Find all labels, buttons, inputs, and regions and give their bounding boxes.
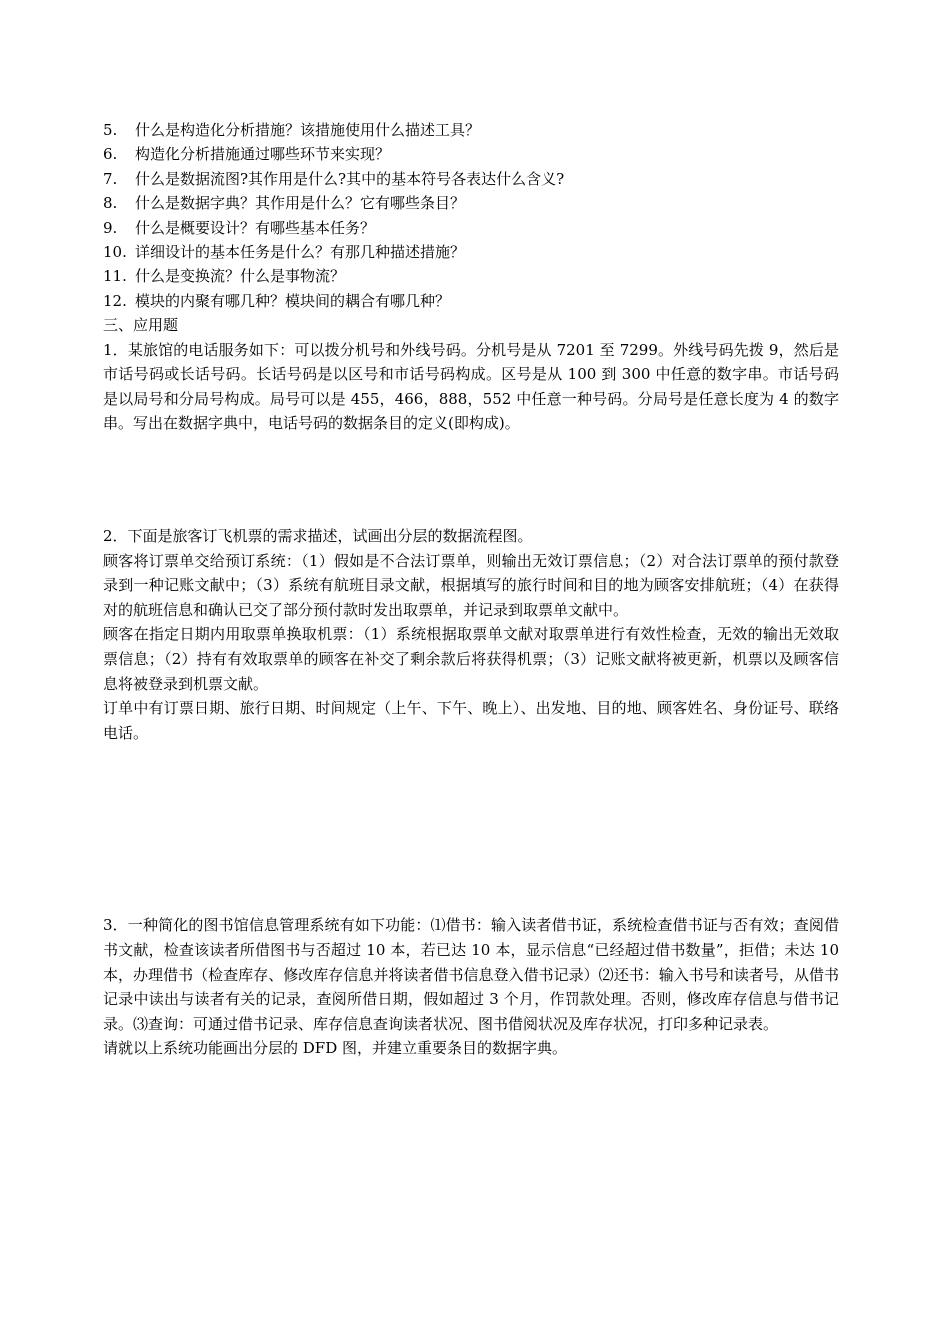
question-item — [103, 142, 839, 166]
question-list — [103, 118, 839, 313]
answer-space — [103, 745, 839, 913]
question-item — [103, 167, 839, 191]
question-item — [103, 289, 839, 313]
question-number: 10. — [103, 243, 127, 262]
question-number: 11. — [103, 267, 127, 286]
problem-2-title: 2．下面是旅客订飞机票的需求描述，试画出分层的数据流程图。 — [103, 527, 533, 546]
question-text: 什么是概要设计？有哪些基本任务？ — [135, 218, 376, 237]
question-text: 详细设计的基本任务是什么？有那几种描述措施？ — [135, 243, 466, 262]
question-number: 5. — [103, 121, 118, 139]
answer-space — [103, 436, 839, 524]
question-item — [103, 216, 839, 240]
question-text: 什么是构造化分析措施？该措施使用什么描述工具？ — [135, 121, 481, 139]
problem-3-request: 请就以上系统功能画出分层的 DFD 图，并建立重要条目的数据字典。 — [103, 1039, 567, 1058]
question-text: 什么是数据流图?其作用是什么?其中的基本符号各表达什么含义? — [135, 169, 565, 188]
question-number: 6. — [103, 145, 118, 164]
question-number: 8. — [103, 194, 118, 213]
question-number: 9. — [103, 218, 118, 237]
question-item — [103, 191, 839, 215]
question-item — [103, 240, 839, 264]
question-number: 7. — [103, 169, 118, 188]
problem-3-text: 3．一种简化的图书馆信息管理系统有如下功能：⑴借书：输入读者借书证，系统检查借书证与否有效；查阅借书文献，检查该读者所借图书与否超过 10 本，若已达 10 本，显示信息“已经超过借书数量”，拒借；未达 10 本，办理借书（检查库存、修改库存信息并将读者借书信息登入借书记录）⑵还书：输入书号和读者号，从借书记录中读出与读者有关的记录，查阅所借日期，假如超过 3 个月，作罚款处理。否则，修改库存信息与借书记录。⑶查询：可通过借书记录、库存信息查询读者状况、图书借阅状况及库存状况，打印多种记录表。 — [103, 916, 839, 1033]
problem-1-text: 1．某旅馆的电话服务如下：可以拨分机号和外线号码。分机号是从 7201 至 7299。外线号码先拨 9，然后是市话号码或长话号码。长话号码是以区号和市话号码构成。区号是从 100 到 300 中任意的数字串。市话号码是以局号和分局号构成。局号可以是 455，466，888，552 中任意一种号码。分局号是任意长度为 4 的数字串。写出在数据字典中，电话号码的数据条目的定义(即构成)。 — [103, 340, 839, 433]
document-page — [103, 118, 839, 1061]
question-item — [103, 118, 839, 142]
question-text: 什么是数据字典？其作用是什么？它有哪些条目？ — [135, 194, 466, 213]
question-text: 模块的内聚有哪几种？模块间的耦合有哪几种？ — [135, 291, 451, 310]
problem-2-paragraph-2: 顾客在指定日期内用取票单换取机票：（1）系统根据取票单文献对取票单进行有效性检查，无效的输出无效取票信息；（2）持有有效取票单的顾客在补交了剩余款后将获得机票；（3）记账文献将被更新，机票以及顾客信息将被登录到机票文献。 — [103, 625, 839, 693]
question-number: 12. — [103, 291, 127, 310]
problem-2-paragraph-3: 订单中有订票日期、旅行日期、时间规定（上午、下午、晚上）、出发地、目的地、顾客姓名、身份证号、联络电话。 — [103, 699, 839, 742]
section-heading: 三、应用题 — [103, 316, 179, 335]
question-text: 构造化分析措施通过哪些环节来实现？ — [135, 145, 391, 164]
question-text: 什么是变换流？什么是事物流？ — [135, 267, 346, 286]
question-item — [103, 264, 839, 288]
problem-2-paragraph-1: 顾客将订票单交给预订系统：（1）假如是不合法订票单，则输出无效订票信息；（2）对合法订票单的预付款登录到一种记账文献中；（3）系统有航班目录文献，根据填写的旅行时间和目的地为顾客安排航班；（4）在获得对的航班信息和确认已交了部分预付款时发出取票单，并记录到取票单文献中。 — [103, 551, 839, 619]
